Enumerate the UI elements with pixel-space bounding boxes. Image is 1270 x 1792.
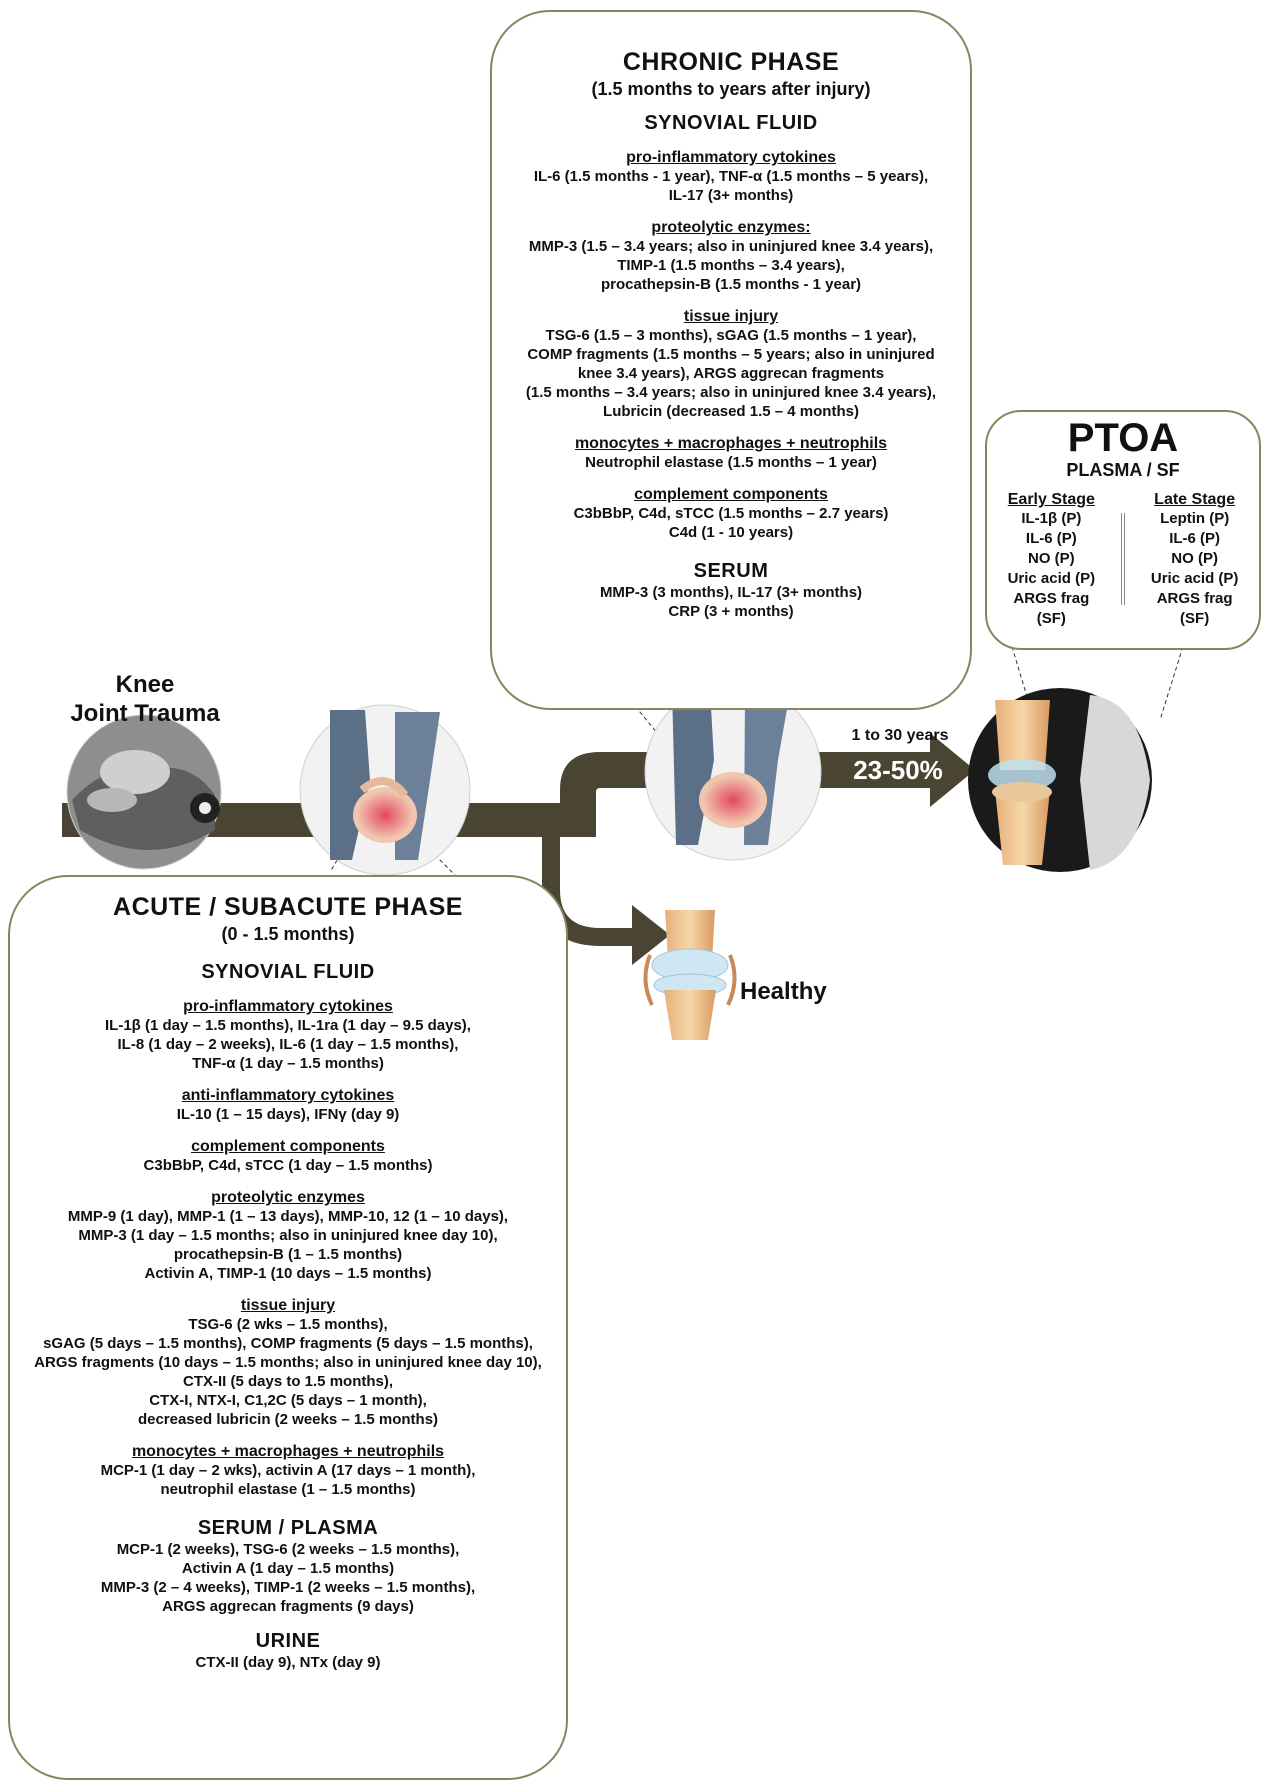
ptoa-late-heading: Late Stage <box>1154 491 1236 508</box>
section-heading: pro-inflammatory cytokines <box>183 998 393 1015</box>
ptoa-title: PTOA <box>1067 416 1179 460</box>
section-heading: pro-inflammatory cytokines <box>626 149 836 166</box>
acute-sf-heading: SYNOVIAL FLUID <box>201 961 375 983</box>
marker-line: CTX-I, NTX-I, C1,2C (5 days – 1 month), <box>149 1392 427 1409</box>
marker-line: Lubricin (decreased 1.5 – 4 months) <box>603 403 859 420</box>
ptoa-marker: Uric acid (P) <box>1007 570 1096 587</box>
chronic-phase-box <box>490 10 972 710</box>
section-heading: monocytes + macrophages + neutrophils <box>131 1443 445 1460</box>
ptoa-early-heading: Early Stage <box>1007 491 1095 508</box>
section-heading: complement components <box>191 1138 385 1155</box>
serum-line: MCP-1 (2 weeks), TSG-6 (2 weeks – 1.5 months), <box>116 1541 460 1558</box>
marker-line: CTX-II (5 days to 1.5 months), <box>182 1373 394 1390</box>
marker-line: MMP-9 (1 day), MMP-1 (1 – 13 days), MMP-10, 12 (1 – 10 days), <box>67 1208 509 1225</box>
marker-line: neutrophil elastase (1 – 1.5 months) <box>160 1481 416 1498</box>
ptoa-late-column <box>1136 491 1254 629</box>
marker-line: TNF-α (1 day – 1.5 months) <box>192 1055 384 1072</box>
marker-line: procathepsin-B (1.5 months - 1 year) <box>600 276 862 293</box>
ptoa-marker: Uric acid (P) <box>1150 570 1239 587</box>
chronic-subtitle: (1.5 months to years after injury) <box>591 79 871 99</box>
marker-line: ARGS fragments (10 days – 1.5 months; also in uninjured knee day 10), <box>34 1354 542 1371</box>
marker-line: knee 3.4 years), ARGS aggrecan fragments <box>577 365 885 382</box>
serum-line: MMP-3 (2 – 4 weeks), TIMP-1 (2 weeks – 1.5 months), <box>100 1579 476 1596</box>
serum-line: CRP (3 + months) <box>668 603 794 620</box>
marker-line: TSG-6 (1.5 – 3 months), sGAG (1.5 months – 1 year), <box>545 327 917 344</box>
chronic-serum-heading: SERUM <box>693 560 769 582</box>
healthy-label: Healthy <box>740 978 827 1005</box>
years-label: 1 to 30 years <box>851 727 949 744</box>
urine-line: CTX-II (day 9), NTx (day 9) <box>195 1654 381 1671</box>
marker-line: IL-1β (1 day – 1.5 months), IL-1ra (1 day – 9.5 days), <box>105 1017 471 1034</box>
section-heading: complement components <box>634 486 828 503</box>
ptoa-early-column <box>992 491 1110 629</box>
marker-line: (1.5 months – 3.4 years; also in uninjured knee 3.4 years), <box>525 384 937 401</box>
marker-line: Activin A, TIMP-1 (10 days – 1.5 months) <box>144 1265 432 1282</box>
acute-serum-heading: SERUM / PLASMA <box>197 1517 379 1539</box>
ptoa-marker: IL-6 (P) <box>1025 530 1077 547</box>
marker-line: Neutrophil elastase (1.5 months – 1 year) <box>585 454 877 471</box>
ptoa-stages <box>987 491 1259 629</box>
marker-line: decreased lubricin (2 weeks – 1.5 months) <box>137 1411 439 1428</box>
ptoa-marker: Leptin (P) <box>1160 510 1230 527</box>
ptoa-marker: (SF) <box>1036 610 1066 627</box>
ptoa-early-list <box>992 509 1110 629</box>
ptoa-pointer-right <box>1160 640 1185 720</box>
acute-sections <box>10 998 566 1499</box>
acute-serum-list <box>10 1540 566 1616</box>
marker-line: C3bBbP, C4d, sTCC (1.5 months – 2.7 years) <box>573 505 889 522</box>
ptoa-knee-image <box>968 688 1152 872</box>
marker-line: C4d (1 - 10 years) <box>668 524 794 541</box>
marker-line: IL-6 (1.5 months - 1 year), TNF-α (1.5 months – 5 years), <box>533 168 929 185</box>
chronic-serum-list <box>492 583 970 621</box>
knee-trauma-photo <box>67 715 221 869</box>
section-heading: monocytes + macrophages + neutrophils <box>574 435 888 452</box>
chronic-sf-heading: SYNOVIAL FLUID <box>644 112 818 134</box>
section-heading: tissue injury <box>240 1297 336 1314</box>
ptoa-marker: NO (P) <box>1171 550 1218 567</box>
marker-line: C3bBbP, C4d, sTCC (1 day – 1.5 months) <box>143 1157 433 1174</box>
serum-line: Activin A (1 day – 1.5 months) <box>181 1560 395 1577</box>
marker-line: TSG-6 (2 wks – 1.5 months), <box>188 1316 388 1333</box>
acute-knee-photo <box>300 705 470 875</box>
ptoa-subtitle: PLASMA / SF <box>1066 460 1180 480</box>
marker-line: IL-10 (1 – 15 days), IFNγ (day 9) <box>176 1106 400 1123</box>
serum-line: MMP-3 (3 months), IL-17 (3+ months) <box>599 584 863 601</box>
acute-urine-list <box>10 1653 566 1672</box>
marker-line: COMP fragments (1.5 months – 5 years; also in uninjured <box>527 346 935 363</box>
acute-urine-heading: URINE <box>255 1630 321 1652</box>
ptoa-box <box>985 410 1261 650</box>
section-heading: proteolytic enzymes <box>211 1189 365 1206</box>
chronic-knee-photo <box>645 684 821 860</box>
marker-line: MMP-3 (1.5 – 3.4 years; also in uninjured knee 3.4 years), <box>528 238 934 255</box>
ptoa-marker: (SF) <box>1180 610 1210 627</box>
percent-label: 23-50% <box>853 755 943 785</box>
marker-line: IL-17 (3+ months) <box>668 187 794 204</box>
marker-line: MCP-1 (1 day – 2 wks), activin A (17 days – 1 month), <box>100 1462 476 1479</box>
marker-line: procathepsin-B (1 – 1.5 months) <box>173 1246 403 1263</box>
chronic-title: CHRONIC PHASE <box>622 48 840 76</box>
knee-trauma-label: Knee Joint Trauma <box>70 671 220 727</box>
chronic-sections <box>492 149 970 542</box>
serum-line: ARGS aggrecan fragments (9 days) <box>162 1598 414 1615</box>
ptoa-marker: IL-6 (P) <box>1169 530 1221 547</box>
acute-phase-box <box>8 875 568 1780</box>
ptoa-marker: NO (P) <box>1027 550 1075 567</box>
ptoa-divider <box>1121 513 1125 605</box>
section-heading: tissue injury <box>683 308 779 325</box>
ptoa-marker: ARGS frag <box>1156 590 1233 607</box>
marker-line: MMP-3 (1 day – 1.5 months; also in uninjured knee day 10), <box>78 1227 498 1244</box>
ptoa-marker: ARGS frag <box>1013 590 1090 607</box>
ptoa-late-list <box>1136 509 1254 629</box>
section-heading: proteolytic enzymes: <box>651 219 811 236</box>
marker-line: IL-8 (1 day – 2 weeks), IL-6 (1 day – 1.5 months), <box>117 1036 459 1053</box>
marker-line: sGAG (5 days – 1.5 months), COMP fragments (5 days – 1.5 months), <box>43 1335 533 1352</box>
marker-line: TIMP-1 (1.5 months – 3.4 years), <box>617 257 845 274</box>
acute-subtitle: (0 - 1.5 months) <box>221 924 355 944</box>
section-heading: anti-inflammatory cytokines <box>181 1087 395 1104</box>
acute-title: ACUTE / SUBACUTE PHASE <box>113 893 463 921</box>
ptoa-marker: IL-1β (P) <box>1021 510 1082 527</box>
